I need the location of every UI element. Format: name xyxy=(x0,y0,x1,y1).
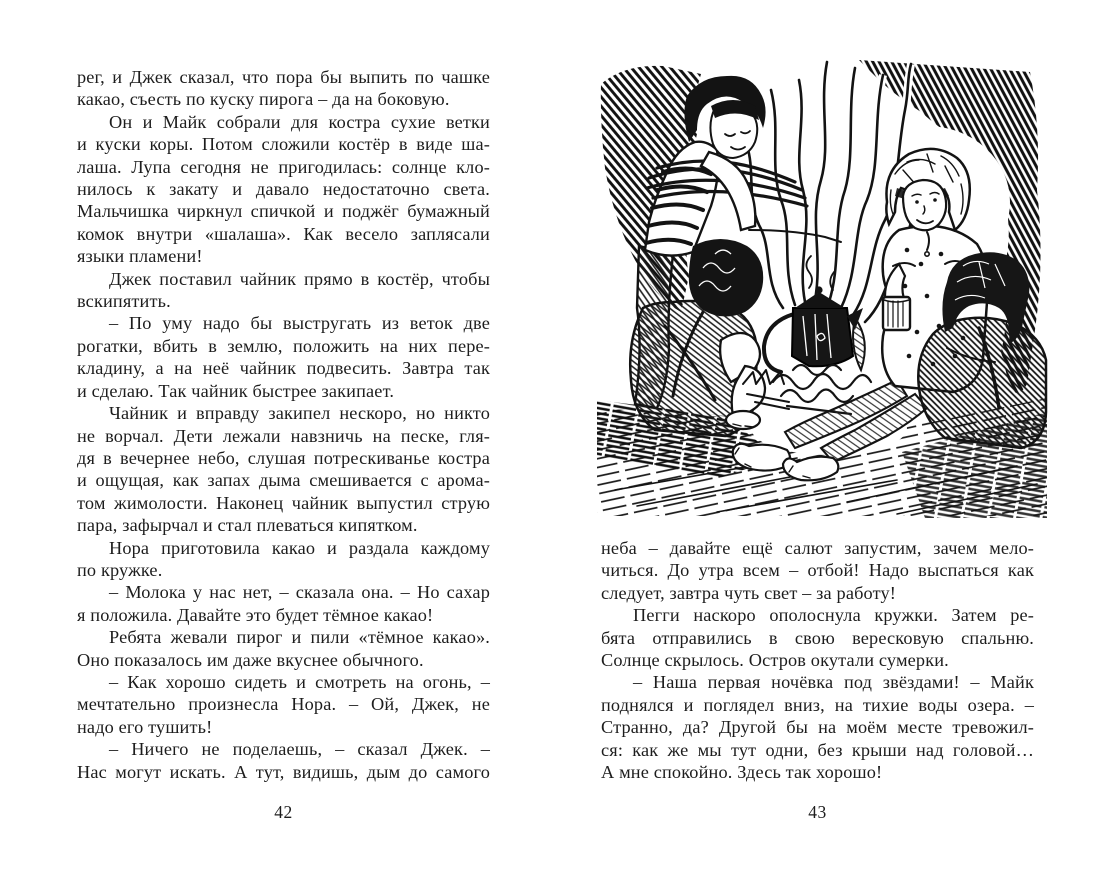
campfire-illustration-svg xyxy=(597,50,1048,523)
text-line: Джек поставил чайник прямо в костёр, чтобы xyxy=(109,268,490,289)
left-text-column xyxy=(77,66,490,783)
text-line: Мальчишка чиркнул спичкой и поджёг бумажный xyxy=(77,201,490,222)
text-line: дя в вечернее небо, слушая потрескиванье костра xyxy=(77,447,490,468)
text-line: Нас могут искать. А тут, видишь, дым до самого xyxy=(77,761,490,782)
text-line: бята отправились в свою вересковую спальню. xyxy=(601,627,1034,648)
text-line: ся: как же мы тут одни, без крыши над головой… xyxy=(601,739,1034,760)
text-line: – Ничего не поделаешь, – сказал Джек. – xyxy=(109,739,490,760)
text-line: – Как хорошо сидеть и смотреть на огонь, – xyxy=(109,671,490,692)
text-line: я положила. Давайте это будет тёмное какао! xyxy=(77,604,434,625)
text-line: комок внутри «шалаша». Как весело заплясали xyxy=(77,223,490,244)
text-line: лаша. Лупа сегодня не пригодилась: солнце кло- xyxy=(77,156,490,177)
text-line: поднялся и поглядел вниз, на тихие воды озера. – xyxy=(601,694,1034,715)
text-line: мечтательно произнесла Нора. – Ой, Джек, не xyxy=(77,694,490,715)
text-line: Солнце скрылось. Остров окутали сумерки. xyxy=(601,650,949,671)
bare-foot xyxy=(733,444,790,471)
text-line: рег, и Джек сказал, что пора бы выпить по чашке xyxy=(77,67,490,87)
text-line: неба – давайте ещё салют запустим, зачем мело- xyxy=(601,538,1034,558)
text-line: и ощущая, как запах дыма смешивается с арома- xyxy=(77,470,490,491)
text-line: Странно, да? Другой бы на моём месте тревожил- xyxy=(601,717,1034,738)
text-line: какао, съесть по куску пирога – да на боковую. xyxy=(77,89,450,110)
text-line: вскипятить. xyxy=(77,291,171,312)
text-line: Он и Майк собрали для костра сухие ветки xyxy=(109,111,490,132)
text-line: том жимолости. Наконец чайник выпустил струю xyxy=(77,492,490,513)
page-right xyxy=(550,0,1100,873)
text-line: надо его тушить! xyxy=(77,716,213,737)
text-line: – По уму надо бы выстругать из веток две xyxy=(109,313,490,334)
text-line: и куски коры. Потом сложили костёр в виде ша- xyxy=(77,134,490,155)
text-line: Ребята жевали пирог и пили «тёмное какао». xyxy=(109,627,490,648)
right-text-column xyxy=(601,537,1034,783)
text-line: Чайник и вправду закипел нескоро, но никто xyxy=(109,403,490,424)
text-line: Пегги наскоро ополоснула кружки. Затем ре- xyxy=(633,605,1034,626)
text-line: – Наша первая ночёвка под звёздами! – Майк xyxy=(633,672,1034,693)
text-line: кладину, а на неё чайник подвесить. Завтра так xyxy=(77,358,490,379)
text-line: языки пламени! xyxy=(77,246,203,267)
text-line: читься. До утра всем – отбой! Надо выспаться как xyxy=(601,560,1034,581)
text-line: нилось к закату и давало недостаточно света. xyxy=(77,179,490,200)
right-page-number: 43 xyxy=(808,802,827,822)
campfire-illustration xyxy=(597,50,1048,523)
text-line: А мне спокойно. Здесь так хорошо! xyxy=(601,762,883,783)
text-line: Нора приготовила какао и раздала каждому xyxy=(109,537,490,558)
text-line: – Молока у нас нет, – сказала она. – Но сахар xyxy=(109,582,490,603)
text-line: по кружке. xyxy=(77,559,163,580)
text-line: рогатки, вбить в землю, положить на них пере- xyxy=(77,335,490,356)
text-line: не ворчал. Дети лежали навзничь на песке, гля- xyxy=(77,425,490,446)
mug xyxy=(883,297,910,330)
text-line: пара, зафырчал и стал плеваться кипятком. xyxy=(77,515,418,536)
text-line: следует, завтра чуть свет – за работу! xyxy=(601,582,897,603)
text-line: и сделаю. Так чайник быстрее закипает. xyxy=(77,380,395,401)
left-page-number: 42 xyxy=(274,802,293,822)
text-line: Оно показалось им даже вкуснее обычного. xyxy=(77,649,424,670)
